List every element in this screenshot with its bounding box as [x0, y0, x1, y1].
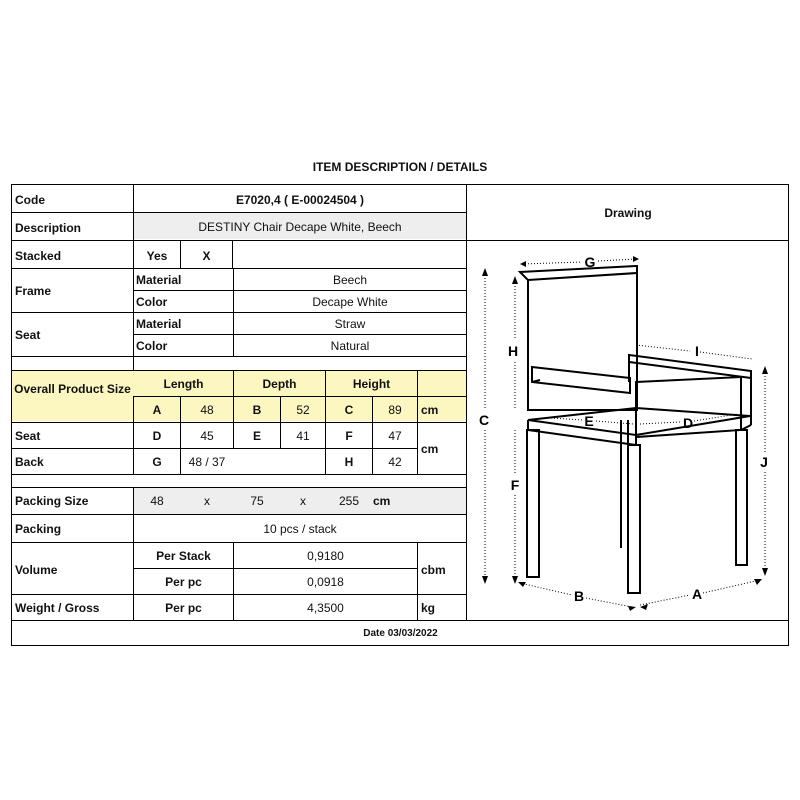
dim-b-letter: B — [252, 403, 262, 417]
volume-per-pc-value: 0,0918 — [307, 575, 344, 589]
page-title: ITEM DESCRIPTION / DETAILS — [312, 160, 488, 174]
dim-f-value: 47 — [388, 429, 402, 443]
code-value: E7020,4 ( E-00024504 ) — [235, 193, 365, 207]
dim-a-value: 48 — [200, 403, 214, 417]
volume-per-stack-value: 0,9180 — [307, 549, 344, 563]
dim-h-value: 42 — [388, 455, 402, 469]
dim-c-value: 89 — [388, 403, 402, 417]
back-label: Back — [15, 455, 44, 469]
seat-color-label: Color — [136, 339, 168, 353]
dim-letter-b: B — [573, 588, 585, 604]
dim-letter-j: J — [760, 454, 768, 470]
seat-material-label: Material — [136, 317, 182, 331]
description-value: DESTINY Chair Decape White, Beech — [198, 220, 402, 234]
packing-size-unit: cm — [373, 494, 391, 508]
frame-material-value: Beech — [332, 273, 368, 287]
dim-letter-a: A — [691, 586, 703, 602]
weight-unit: kg — [421, 601, 436, 615]
seat-material-value: Straw — [334, 317, 366, 331]
dim-c-letter: C — [344, 403, 354, 417]
dim-letter-d: D — [682, 415, 694, 431]
frame-label: Frame — [15, 284, 52, 298]
drawing-label: Drawing — [604, 206, 652, 220]
dim-f-letter: F — [345, 429, 353, 443]
dim-e-value: 41 — [296, 429, 310, 443]
packing-value: 10 pcs / stack — [263, 522, 337, 536]
packing-label: Packing — [15, 522, 62, 536]
dimension-letters — [479, 254, 768, 604]
dim-letter-f: F — [510, 477, 520, 493]
volume-unit: cbm — [421, 563, 446, 577]
dim-g-letter: G — [152, 455, 162, 469]
packing-size-x1: x — [204, 494, 210, 508]
dim-letter-g: G — [584, 254, 596, 270]
code-label: Code — [15, 193, 45, 207]
dim-h-letter: H — [344, 455, 354, 469]
seat-dims-label: Seat — [15, 429, 41, 443]
dim-a-letter: A — [152, 403, 162, 417]
dim-g-value: 48 / 37 — [188, 455, 226, 469]
overall-unit: cm — [421, 403, 439, 417]
packing-size-width: 75 — [250, 494, 264, 508]
dim-letter-i: I — [695, 343, 699, 359]
volume-per-stack-label: Per Stack — [156, 549, 211, 563]
height-header: Height — [352, 377, 391, 391]
footer-date: Date 03/03/2022 — [363, 628, 438, 639]
weight-label: Weight / Gross — [15, 601, 100, 615]
chair-outline — [520, 266, 751, 593]
packing-size-height: 255 — [338, 494, 360, 508]
dim-letter-h: H — [507, 343, 519, 359]
seat-back-unit: cm — [421, 442, 439, 456]
packing-size-label: Packing Size — [15, 494, 89, 508]
frame-color-value: Decape White — [312, 295, 388, 309]
description-label: Description — [15, 221, 82, 235]
seat-color-value: Natural — [330, 339, 370, 353]
dim-d-value: 45 — [200, 429, 214, 443]
packing-size-x2: x — [300, 494, 306, 508]
overall-size-label: Overall Product Size — [14, 382, 131, 396]
dim-letter-c: C — [478, 412, 490, 428]
packing-size-length: 48 — [150, 494, 164, 508]
stacked-yes: Yes — [146, 249, 168, 263]
frame-material-label: Material — [136, 273, 182, 287]
dim-letter-e: E — [584, 413, 594, 429]
stacked-mark: X — [202, 249, 211, 263]
dim-b-value: 52 — [296, 403, 310, 417]
weight-value: 4,3500 — [307, 601, 344, 615]
weight-per-pc-label: Per pc — [165, 601, 202, 615]
dim-e-letter: E — [252, 429, 261, 443]
volume-per-pc-label: Per pc — [165, 575, 202, 589]
frame-color-label: Color — [136, 295, 168, 309]
length-header: Length — [163, 377, 204, 391]
dim-d-letter: D — [152, 429, 162, 443]
seat-label: Seat — [15, 328, 41, 342]
volume-label: Volume — [15, 563, 58, 577]
depth-header: Depth — [262, 377, 297, 391]
stacked-label: Stacked — [15, 249, 62, 263]
